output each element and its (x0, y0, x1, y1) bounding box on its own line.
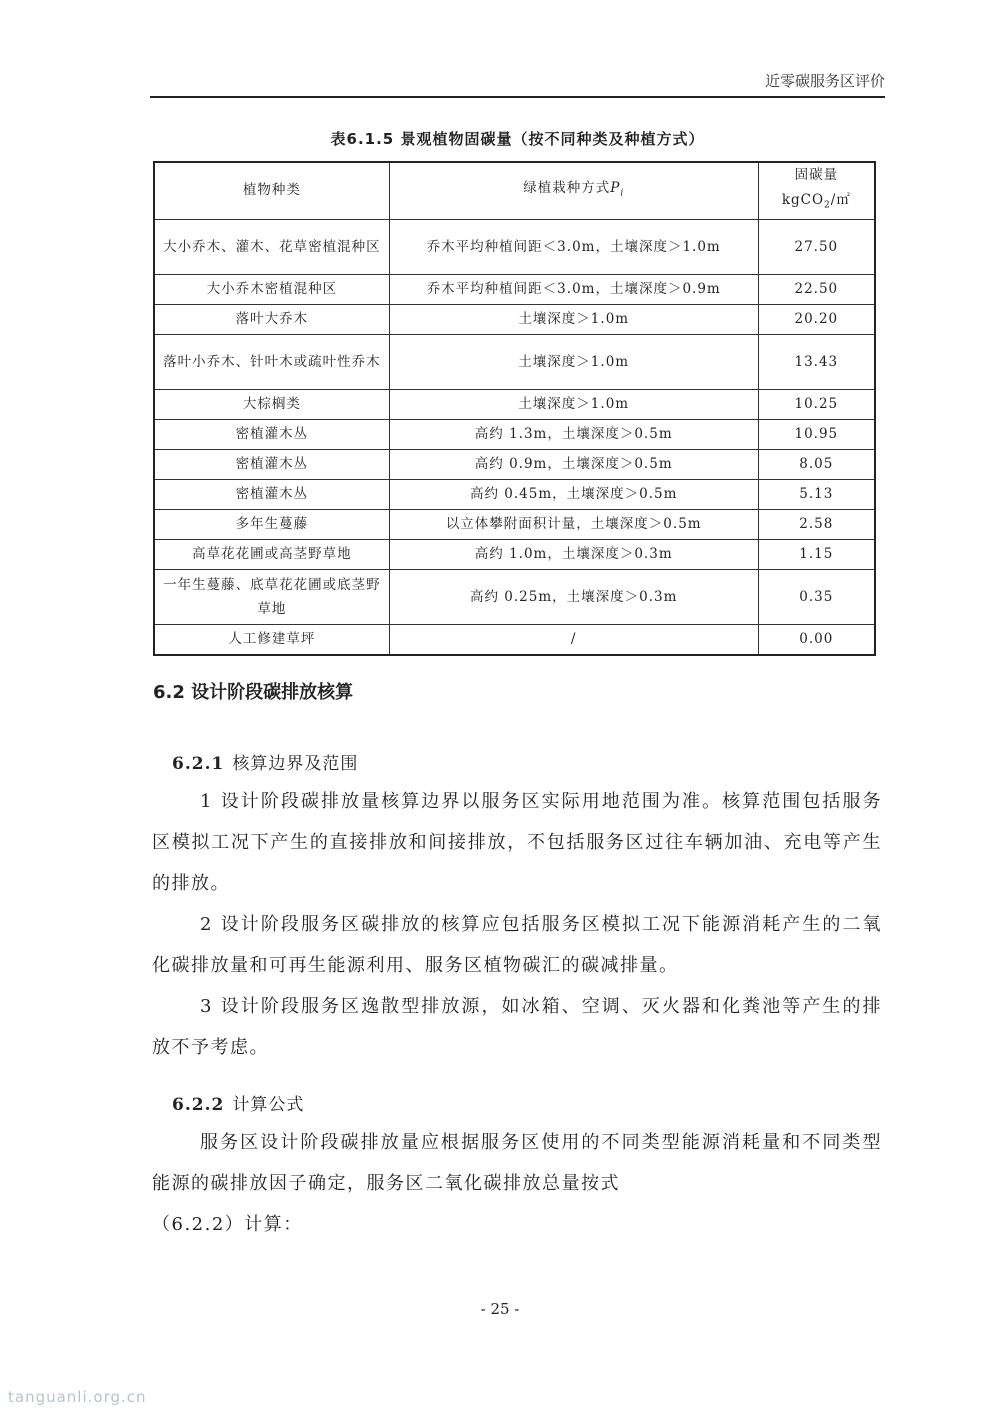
plant-type-cell: 密植灌木丛 (154, 479, 389, 509)
plant-type-cell: 落叶大乔木 (154, 304, 389, 334)
plant-type-cell: 大小乔木密植混种区 (154, 274, 389, 304)
header-method-symbol: P (610, 179, 621, 196)
plant-type-cell: 大棕榈类 (154, 389, 389, 419)
subsection-body-6-2-2 (152, 1122, 882, 1245)
plant-type-cell: 大小乔木、灌木、花草密植混种区 (154, 219, 389, 274)
paragraph: 2 设计阶段服务区碳排放的核算应包括服务区模拟工况下能源消耗产生的二氧化碳排放量和可再生能源利用、服务区植物碳汇的碳减排量。 (152, 914, 882, 976)
table-row (154, 334, 875, 389)
plant-type-cell: 密植灌木丛 (154, 419, 389, 449)
table-header-row (154, 162, 875, 219)
method-cell: 土壤深度＞1.0m (389, 389, 758, 419)
table-row (154, 569, 875, 624)
method-cell: 高约 0.45m，土壤深度＞0.5m (389, 479, 758, 509)
table-row (154, 539, 875, 569)
header-carbon-amount (758, 162, 875, 219)
header-method-label: 绿植栽种方式 (523, 179, 611, 196)
value-cell: 2.58 (758, 509, 875, 539)
paragraph: （6.2.2）计算： (152, 1214, 303, 1235)
method-cell: 高约 0.25m，土壤深度＞0.3m (389, 569, 758, 624)
method-cell: 乔木平均种植间距＜3.0m，土壤深度＞0.9m (389, 274, 758, 304)
table-row (154, 509, 875, 539)
subsection-body-6-2-1 (152, 781, 882, 1068)
table-row (154, 274, 875, 304)
method-cell: 高约 1.3m，土壤深度＞0.5m (389, 419, 758, 449)
watermark: tanguanli.org.cn (8, 1388, 147, 1406)
unit-suffix: /㎡ (830, 192, 851, 208)
value-cell: 20.20 (758, 304, 875, 334)
value-cell: 27.50 (758, 219, 875, 274)
plant-type-cell: 落叶小乔木、针叶木或疏叶性乔木 (154, 334, 389, 389)
value-cell: 0.00 (758, 624, 875, 655)
subsection-heading-6-2-1 (172, 749, 358, 774)
subsection-heading-6-2-2 (172, 1090, 304, 1115)
section-title: 6.2 设计阶段碳排放核算 (153, 682, 354, 703)
subsection-title: 核算边界及范围 (232, 754, 359, 774)
value-cell: 13.43 (758, 334, 875, 389)
method-cell: 以立体攀附面积计量，土壤深度＞0.5m (389, 509, 758, 539)
header-method-subscript: i (620, 188, 625, 199)
table-row (154, 304, 875, 334)
page-number: - 25 - (480, 1300, 520, 1318)
value-cell: 5.13 (758, 479, 875, 509)
header-rule (150, 96, 885, 98)
plant-type-cell: 多年生蔓藤 (154, 509, 389, 539)
subsection-number: 6.2.2 (172, 1095, 225, 1115)
subsection-title: 计算公式 (232, 1095, 305, 1115)
plant-carbon-table (153, 161, 876, 656)
table-caption: 表6.1.5 景观植物固碳量（按不同种类及种植方式） (330, 130, 705, 148)
value-cell: 22.50 (758, 274, 875, 304)
table-row (154, 624, 875, 655)
method-cell: / (389, 624, 758, 655)
paragraph: 3 设计阶段服务区逸散型排放源，如冰箱、空调、灭火器和化粪池等产生的排放不予考虑。 (152, 996, 882, 1058)
method-cell: 土壤深度＞1.0m (389, 304, 758, 334)
table-row (154, 219, 875, 274)
table-row (154, 389, 875, 419)
value-cell: 8.05 (758, 449, 875, 479)
paragraph: 服务区设计阶段碳排放量应根据服务区使用的不同类型能源消耗量和不同类型能源的碳排放因子确定，服务区二氧化碳排放总量按式 (152, 1132, 882, 1194)
plant-type-cell: 人工修建草坪 (154, 624, 389, 655)
method-cell: 乔木平均种植间距＜3.0m，土壤深度＞1.0m (389, 219, 758, 274)
table-row (154, 449, 875, 479)
value-cell: 10.95 (758, 419, 875, 449)
header-carbon-unit (765, 188, 868, 219)
running-header: 近零碳服务区评价 (764, 72, 885, 90)
header-planting-method (389, 162, 758, 219)
value-cell: 10.25 (758, 389, 875, 419)
unit-subscript: 2 (824, 200, 831, 211)
method-cell: 高约 0.9m，土壤深度＞0.5m (389, 449, 758, 479)
value-cell: 1.15 (758, 539, 875, 569)
plant-type-cell: 密植灌木丛 (154, 449, 389, 479)
header-carbon-label: 固碳量 (794, 167, 839, 183)
method-cell: 高约 1.0m，土壤深度＞0.3m (389, 539, 758, 569)
unit-prefix: kgCO (781, 192, 825, 208)
plant-type-cell: 一年生蔓藤、底草花花圃或底茎野草地 (154, 569, 389, 624)
table-row (154, 419, 875, 449)
paragraph: 1 设计阶段碳排放量核算边界以服务区实际用地范围为准。核算范围包括服务区模拟工况下产生的直接排放和间接排放，不包括服务区过往车辆加油、充电等产生的排放。 (152, 791, 882, 894)
subsection-number: 6.2.1 (172, 754, 225, 774)
table-row (154, 479, 875, 509)
value-cell: 0.35 (758, 569, 875, 624)
method-cell: 土壤深度＞1.0m (389, 334, 758, 389)
plant-type-cell: 高草花花圃或高茎野草地 (154, 539, 389, 569)
header-plant-type: 植物种类 (154, 162, 389, 219)
